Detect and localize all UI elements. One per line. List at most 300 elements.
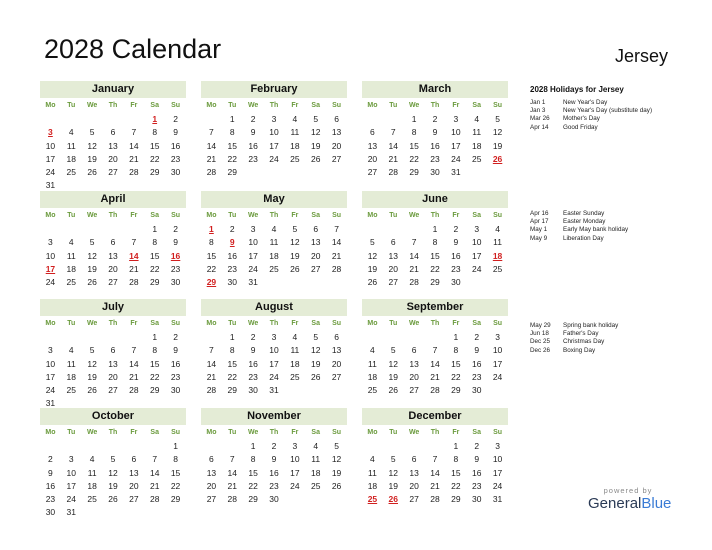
day-cell: 5: [89, 127, 95, 138]
day-cell: 10: [471, 237, 482, 248]
weekday-label: Sa: [150, 212, 159, 219]
day-cell: 17: [45, 153, 56, 164]
region-label: Jersey: [614, 46, 668, 66]
holiday-date: May 9: [530, 234, 548, 242]
day-cell: 22: [451, 480, 461, 491]
day-cell: 28: [206, 385, 217, 396]
month-april: [40, 191, 186, 289]
day-cell: 24: [290, 480, 300, 491]
weekday-label: Mo: [367, 212, 378, 219]
day-cell: 11: [472, 127, 482, 138]
day-cell: 22: [451, 371, 461, 382]
day-cell: 29: [227, 167, 237, 178]
day-cell: 18: [290, 358, 300, 369]
day-cell: 15: [227, 358, 237, 369]
empty-cell: [103, 113, 124, 126]
weekday-label: We: [408, 320, 420, 327]
day-cell: 8: [453, 454, 459, 465]
day-cell: 1: [250, 441, 256, 451]
day-cell: 28: [129, 385, 139, 396]
month-july: [40, 299, 186, 411]
day-cell: 16: [170, 358, 181, 369]
day-cell: 8: [229, 127, 235, 138]
day-cell: 2: [474, 332, 480, 342]
empty-cell: [103, 440, 124, 453]
day-cell: 26: [331, 480, 342, 491]
empty-cell: [61, 440, 82, 453]
holiday-item: [530, 218, 628, 226]
day-cell: 21: [149, 480, 160, 491]
weekday-label: Tu: [389, 102, 398, 109]
day-cell: 29: [149, 167, 160, 178]
day-cell: 4: [370, 454, 375, 465]
day-cell: 19: [492, 140, 503, 151]
day-cell: 2: [453, 224, 459, 234]
weekday-label: Tu: [67, 320, 76, 327]
weekday-label: Mo: [367, 102, 378, 109]
day-cell: 26: [87, 385, 97, 396]
weekday-row: [201, 318, 347, 330]
day-cell: 8: [250, 454, 256, 465]
day-cell: 30: [451, 277, 461, 288]
day-cell: 25: [290, 371, 300, 382]
weekday-label: We: [247, 320, 259, 327]
weekday-label: Th: [269, 320, 279, 327]
day-cell: 24: [451, 153, 461, 164]
day-grid: [40, 223, 186, 289]
holiday-name: New Year's Day: [563, 99, 608, 106]
holiday-day-cell: 3: [48, 127, 53, 138]
weekday-row: [362, 427, 508, 439]
day-cell: 12: [310, 127, 321, 138]
day-cell: 21: [388, 153, 398, 164]
day-cell: 23: [471, 371, 482, 382]
month-header: March: [362, 81, 508, 98]
day-cell: 25: [367, 385, 378, 396]
day-cell: 25: [66, 277, 76, 288]
weekday-row: [362, 210, 508, 222]
day-cell: 12: [331, 454, 342, 465]
empty-cell: [103, 331, 124, 344]
month-header: October: [40, 408, 186, 425]
day-cell: 27: [108, 167, 118, 178]
day-cell: 13: [388, 250, 398, 261]
day-cell: 9: [432, 127, 438, 138]
day-cell: 2: [173, 114, 178, 124]
day-cell: 9: [173, 237, 178, 248]
day-cell: 19: [388, 371, 398, 382]
day-cell: 4: [292, 114, 298, 124]
day-cell: 27: [129, 494, 139, 505]
day-cell: 24: [269, 153, 279, 164]
day-cell: 11: [290, 127, 300, 138]
day-cell: 19: [290, 250, 300, 261]
weekday-label: Mo: [45, 429, 56, 436]
day-cell: 25: [87, 494, 97, 505]
holiday-day-cell: 1: [209, 224, 214, 234]
weekday-row: [362, 318, 508, 330]
day-cell: 3: [292, 441, 298, 451]
day-cell: 14: [129, 140, 139, 151]
day-cell: 26: [290, 263, 300, 274]
day-cell: 28: [227, 494, 237, 505]
holiday-date: Apr 17: [530, 218, 549, 226]
day-cell: 27: [206, 494, 217, 505]
holiday-item: [530, 107, 652, 115]
empty-cell: [383, 440, 404, 453]
day-cell: 9: [474, 454, 480, 465]
day-cell: 14: [331, 237, 342, 248]
day-grid: [40, 331, 186, 411]
day-cell: 17: [269, 358, 279, 369]
weekday-label: Su: [171, 429, 181, 436]
empty-cell: [123, 440, 144, 453]
weekday-label: Fr: [291, 212, 299, 219]
day-cell: 1: [173, 441, 178, 451]
empty-cell: [383, 113, 404, 126]
holiday-date: Apr 16: [530, 210, 549, 217]
weekday-label: We: [86, 212, 98, 219]
day-cell: 12: [290, 237, 300, 248]
day-cell: 4: [292, 332, 298, 342]
empty-cell: [82, 113, 103, 126]
day-cell: 19: [310, 358, 321, 369]
day-cell: 3: [453, 114, 459, 124]
holiday-date: Apr 14: [530, 123, 549, 131]
day-cell: 11: [368, 467, 377, 478]
day-cell: 24: [269, 371, 279, 382]
day-cell: 17: [290, 467, 300, 478]
day-cell: 21: [129, 263, 139, 274]
weekday-label: We: [247, 102, 259, 109]
day-cell: 23: [471, 480, 482, 491]
day-cell: 21: [206, 371, 217, 382]
weekday-label: Tu: [389, 320, 398, 327]
weekday-label: Th: [269, 102, 279, 109]
holiday-item: [530, 330, 618, 338]
day-cell: 1: [229, 332, 235, 342]
weekday-row: [201, 427, 347, 439]
day-cell: 22: [227, 371, 237, 382]
day-cell: 23: [248, 371, 258, 382]
day-cell: 23: [170, 371, 181, 382]
day-cell: 16: [471, 467, 482, 478]
day-cell: 1: [229, 114, 235, 124]
day-grid: [201, 331, 347, 397]
day-cell: 8: [152, 345, 158, 356]
day-cell: 22: [248, 480, 258, 491]
day-cell: 18: [87, 480, 97, 491]
weekday-label: Fr: [130, 429, 138, 436]
day-cell: 7: [411, 237, 417, 248]
day-cell: 29: [227, 385, 237, 396]
holiday-name: Christmas Day: [563, 338, 605, 346]
day-cell: 30: [45, 507, 56, 518]
day-cell: 4: [474, 114, 480, 124]
weekday-label: Fr: [452, 212, 460, 219]
day-cell: 5: [390, 345, 396, 356]
day-cell: 27: [331, 371, 342, 382]
day-cell: 25: [471, 153, 482, 164]
day-cell: 30: [471, 494, 482, 505]
day-cell: 15: [149, 358, 160, 369]
weekday-label: Tu: [389, 212, 398, 219]
day-cell: 4: [495, 224, 500, 234]
empty-cell: [123, 113, 144, 126]
day-cell: 25: [492, 263, 503, 274]
day-cell: 10: [492, 345, 503, 356]
day-cell: 2: [271, 441, 277, 451]
day-cell: 24: [248, 263, 258, 274]
day-cell: 7: [209, 127, 214, 138]
month-header: June: [362, 191, 508, 208]
day-cell: 14: [149, 467, 160, 478]
day-cell: 19: [87, 371, 97, 382]
day-grid: [362, 223, 508, 289]
day-cell: 14: [388, 140, 398, 151]
day-cell: 26: [108, 494, 118, 505]
day-cell: 15: [206, 250, 217, 261]
day-cell: 28: [430, 385, 440, 396]
weekday-label: Mo: [45, 320, 56, 327]
day-cell: 24: [45, 277, 56, 288]
day-cell: 10: [290, 454, 300, 465]
day-cell: 16: [248, 140, 258, 151]
day-cell: 15: [430, 250, 440, 261]
holiday-name: Early May bank holiday: [563, 226, 629, 234]
day-cell: 3: [495, 332, 500, 342]
brand-logo[interactable]: [588, 486, 672, 512]
day-cell: 1: [411, 114, 417, 124]
holiday-date: Dec 26: [530, 346, 550, 354]
day-cell: 1: [453, 332, 459, 342]
day-cell: 14: [206, 140, 217, 151]
holiday-date: Jun 18: [530, 330, 549, 338]
weekday-row: [362, 100, 508, 112]
day-grid: [362, 440, 508, 506]
holiday-date: Dec 25: [530, 338, 550, 346]
weekday-label: We: [408, 429, 420, 436]
day-cell: 5: [390, 454, 396, 465]
month-august: [201, 299, 347, 397]
empty-cell: [61, 113, 82, 126]
holiday-item: [530, 99, 652, 107]
weekday-label: Su: [332, 429, 342, 436]
weekday-label: Sa: [150, 429, 159, 436]
day-cell: 19: [87, 153, 97, 164]
day-grid: [201, 223, 347, 289]
empty-cell: [222, 440, 243, 453]
holiday-name: Spring bank holiday: [563, 322, 619, 329]
month-june: [362, 191, 508, 289]
day-cell: 27: [388, 277, 398, 288]
day-cell: 23: [170, 263, 181, 274]
day-cell: 2: [250, 332, 256, 342]
day-cell: 26: [310, 371, 321, 382]
holiday-name: Liberation Day: [563, 234, 604, 242]
day-cell: 17: [492, 467, 503, 478]
day-cell: 28: [129, 167, 139, 178]
day-cell: 12: [87, 250, 97, 261]
month-header: May: [201, 191, 347, 208]
day-cell: 13: [108, 250, 118, 261]
month-september: [362, 299, 508, 397]
weekday-label: Su: [493, 102, 503, 109]
weekday-label: Fr: [452, 102, 460, 109]
holiday-item: [530, 338, 618, 346]
day-cell: 12: [367, 250, 378, 261]
day-cell: 26: [310, 153, 321, 164]
month-header: December: [362, 408, 508, 425]
empty-cell: [123, 223, 144, 236]
day-cell: 14: [206, 358, 217, 369]
day-cell: 25: [66, 167, 76, 178]
day-cell: 28: [149, 494, 160, 505]
day-cell: 4: [89, 454, 95, 465]
day-cell: 10: [45, 140, 56, 151]
empty-cell: [362, 331, 383, 344]
day-cell: 7: [390, 127, 396, 138]
day-cell: 6: [131, 454, 137, 465]
day-cell: 23: [248, 153, 258, 164]
day-cell: 1: [152, 332, 158, 342]
day-cell: 2: [173, 224, 178, 234]
day-cell: 14: [430, 467, 440, 478]
day-cell: 31: [269, 385, 279, 396]
weekday-label: Su: [332, 212, 342, 219]
day-cell: 27: [108, 385, 118, 396]
day-cell: 10: [269, 127, 279, 138]
day-cell: 21: [129, 371, 139, 382]
day-cell: 20: [388, 263, 398, 274]
weekday-label: Sa: [311, 212, 320, 219]
empty-cell: [40, 223, 61, 236]
weekday-label: Th: [108, 102, 118, 109]
holiday-day-cell: 18: [492, 250, 503, 261]
weekday-label: Tu: [228, 429, 237, 436]
day-cell: 24: [66, 494, 76, 505]
day-cell: 1: [453, 441, 459, 451]
day-cell: 4: [68, 237, 74, 248]
day-cell: 10: [248, 237, 258, 248]
weekday-label: Tu: [67, 429, 76, 436]
day-cell: 13: [409, 358, 419, 369]
day-cell: 8: [453, 345, 459, 356]
day-cell: 12: [87, 358, 97, 369]
day-cell: 12: [388, 467, 398, 478]
weekday-label: Mo: [206, 212, 217, 219]
weekday-label: Mo: [206, 320, 217, 327]
empty-cell: [40, 113, 61, 126]
month-november: [201, 408, 347, 506]
holiday-day-cell: 25: [367, 494, 378, 505]
weekday-row: [40, 427, 186, 439]
day-cell: 5: [313, 114, 319, 124]
day-cell: 31: [248, 277, 258, 288]
weekday-label: Sa: [311, 320, 320, 327]
weekday-label: Tu: [67, 212, 76, 219]
day-grid: [201, 440, 347, 506]
day-cell: 5: [89, 345, 95, 356]
empty-cell: [383, 331, 404, 344]
day-cell: 8: [152, 237, 158, 248]
day-cell: 13: [331, 345, 342, 356]
day-cell: 7: [229, 454, 235, 465]
day-cell: 14: [430, 358, 440, 369]
day-cell: 17: [471, 250, 482, 261]
day-cell: 13: [331, 127, 342, 138]
day-cell: 24: [492, 371, 503, 382]
day-cell: 6: [411, 454, 417, 465]
weekday-label: Tu: [228, 320, 237, 327]
day-cell: 28: [331, 263, 342, 274]
weekday-label: Tu: [228, 102, 237, 109]
day-cell: 14: [227, 467, 237, 478]
day-cell: 28: [206, 167, 217, 178]
day-cell: 8: [229, 345, 235, 356]
day-cell: 26: [87, 277, 97, 288]
day-cell: 10: [451, 127, 461, 138]
holiday-group: [530, 322, 618, 355]
day-cell: 29: [409, 167, 419, 178]
weekday-label: Sa: [472, 212, 481, 219]
holiday-name: Boxing Day: [563, 346, 596, 354]
day-cell: 16: [45, 480, 56, 491]
day-cell: 31: [45, 398, 56, 409]
empty-cell: [201, 113, 222, 126]
day-cell: 15: [248, 467, 258, 478]
day-cell: 21: [331, 250, 342, 261]
weekday-label: We: [86, 320, 98, 327]
weekday-row: [40, 210, 186, 222]
day-cell: 28: [129, 277, 139, 288]
brand-name: GeneralBlue: [588, 495, 672, 512]
weekday-label: Tu: [67, 102, 76, 109]
day-cell: 3: [495, 441, 500, 451]
day-cell: 29: [248, 494, 258, 505]
day-cell: 17: [66, 480, 76, 491]
day-cell: 8: [209, 237, 214, 248]
holiday-name: New Year's Day (substitute day): [563, 107, 653, 115]
weekday-label: Tu: [228, 212, 237, 219]
day-cell: 11: [66, 140, 76, 151]
holiday-name: Father's Day: [563, 330, 599, 338]
day-cell: 13: [409, 467, 419, 478]
day-cell: 13: [206, 467, 217, 478]
day-cell: 9: [474, 345, 480, 356]
weekday-label: Fr: [291, 429, 299, 436]
weekday-label: Th: [430, 212, 440, 219]
day-cell: 22: [227, 153, 237, 164]
day-cell: 25: [290, 153, 300, 164]
day-cell: 20: [129, 480, 139, 491]
day-cell: 13: [108, 358, 118, 369]
day-cell: 2: [173, 332, 178, 342]
day-cell: 27: [409, 494, 419, 505]
weekday-label: Su: [493, 320, 503, 327]
day-cell: 24: [471, 263, 482, 274]
day-cell: 3: [48, 237, 53, 248]
holiday-day-cell: 16: [170, 250, 181, 261]
weekday-label: Th: [269, 212, 279, 219]
weekday-label: Th: [430, 429, 440, 436]
day-cell: 30: [170, 277, 181, 288]
day-cell: 6: [110, 127, 116, 138]
empty-cell: [362, 113, 383, 126]
day-cell: 26: [367, 277, 378, 288]
weekday-label: We: [408, 212, 420, 219]
day-cell: 17: [492, 358, 503, 369]
